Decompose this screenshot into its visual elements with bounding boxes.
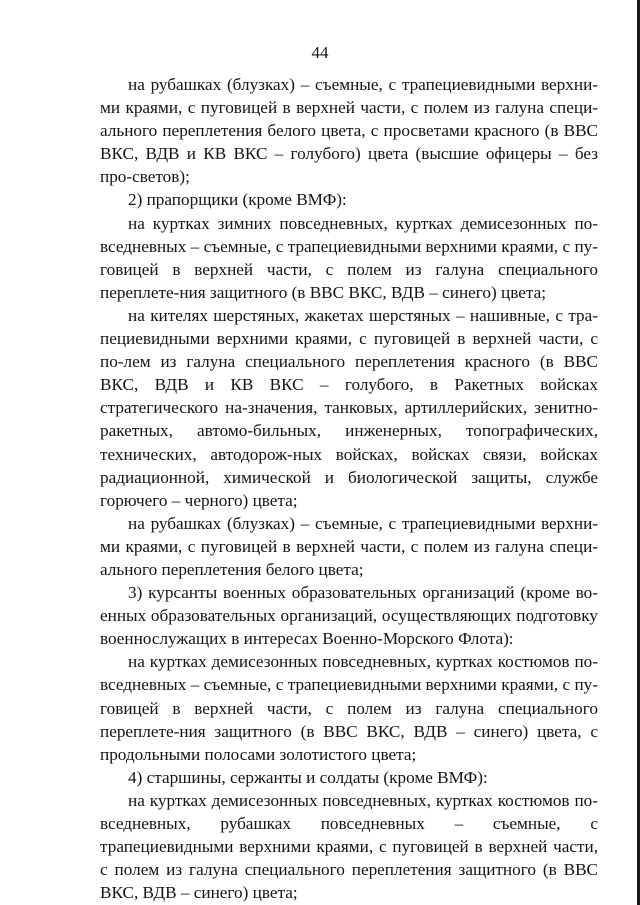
document-body [100,73,598,904]
paragraph-warrant-jackets: на куртках зимних повседневных, куртках демисезонных по-вседневных – съемные, с трапециевидными верхними краями, с пу-говицей в верхней части, с полем из галуна специального переплете-ния защитного (в ВВС ВКС, ВДВ – синего) цвета; [100,213,598,302]
paragraph-warrant-shirts: на рубашках (блузках) – съемные, с трапециевидными верхни-ми краями, с пуговицей в верхней части, с полем из галуна специ-ального переплетения белого цвета; [100,513,598,579]
paragraph-sergeants-jackets: на куртках демисезонных повседневных, куртках костюмов по-вседневных, рубашках повседневных – съемные, с трапециевидными верхними краями, с пуговицей в верхней части, с полем из галуна специального переплетения защитного (в ВВС ВКС, ВДВ – синего) цвета; [100,790,598,903]
paragraph-warrant-tunics: на кителях шерстяных, жакетах шерстяных – нашивные, с тра-пециевидными верхними краями, с пуговицей в верхней части, с по-лем из галуна специального переплетения красного (в ВВС ВКС, ВДВ и КВ ВКС – голубого, в Ракетных войсках стратегического на-значения, танковых, артиллерийских, зенитно-ракетных, автомо-бильных, инженерных, топографических, технических, автодорож-ных войсках, войсках связи, войсках радиационной, химической и биологической защиты, службе горючего – черного) цвета; [100,305,598,510]
paragraph-cadets-heading: 3) курсанты военных образовательных организаций (кроме во-енных образовательных организаций, осуществляющих подготовку военнослужащих в интересах Военно-Морского Флота): [100,583,598,649]
paragraph-cadets-jackets: на куртках демисезонных повседневных, куртках костюмов по-вседневных – съемные, с трапециевидными верхними краями, с пу-говицей в верхней части, с полем из галуна специального переплете-ния защитного (в ВВС ВКС, ВДВ – синего) цвета, с продольными полосами золотистого цвета; [100,652,598,764]
paragraph-warrant-officers-heading: 2) прапорщики (кроме ВМФ): [128,190,347,210]
paragraph-sergeants-heading: 4) старшины, сержанты и солдаты (кроме ВМФ): [128,767,488,787]
paragraph-shirts-officers: на рубашках (блузках) – съемные, с трапециевидными верхни-ми краями, с пуговицей в верхней части, с полем из галуна специ-ального переплетения белого цвета, с просветами красного (в ВВС ВКС, ВДВ и КВ ВКС – голубого) цвета (высшие офицеры – без про-светов); [100,75,598,187]
page-number: 44 [311,43,329,62]
